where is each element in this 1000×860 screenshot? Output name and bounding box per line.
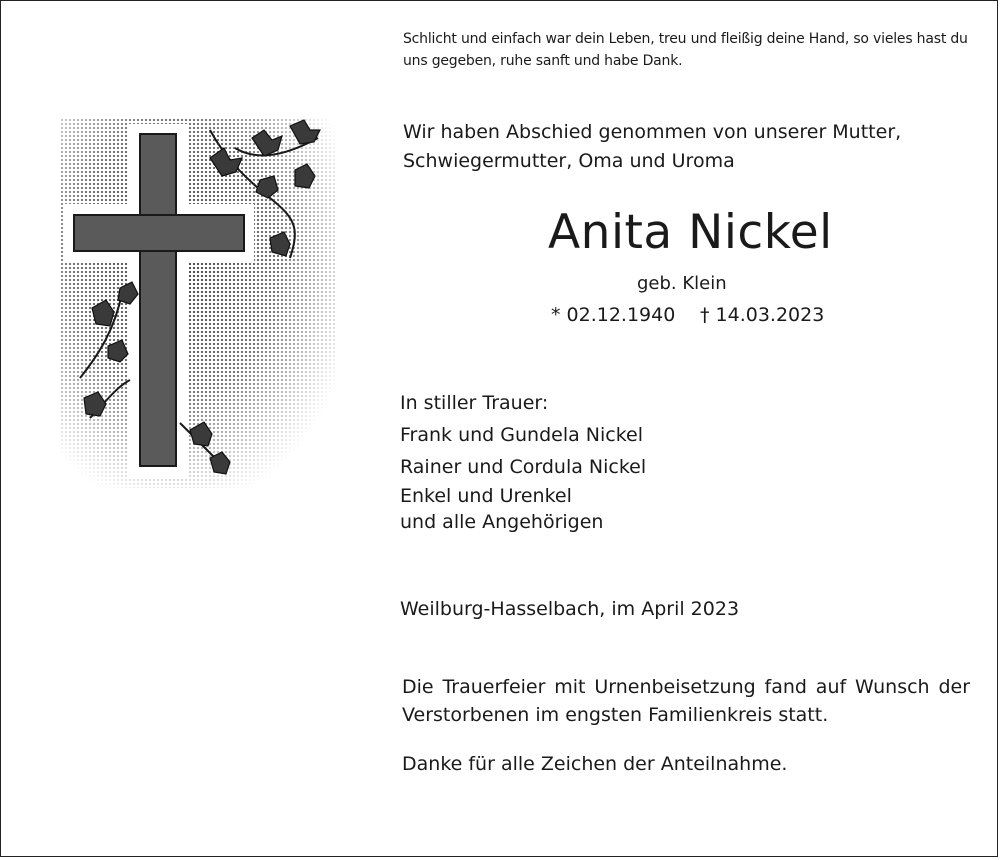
mourners-heading: In stiller Trauer: [400, 392, 549, 414]
cross-with-ivy-icon [60, 118, 335, 488]
intro-text: Wir haben Abschied genommen von unserer Mutter, Schwiegermutter, Oma und Uroma [403, 121, 902, 172]
mourner-entry: und alle Angehörigen [400, 511, 604, 533]
mourner-entry: Enkel und Urenkel [400, 485, 572, 507]
place-and-date: Weilburg-Hasselbach, im April 2023 [400, 598, 740, 620]
funeral-notice: Die Trauerfeier mit Urnenbeisetzung fand auf Wunsch der Verstorbenen im engsten Familienkreis statt. [402, 676, 970, 726]
motto-verse: Schlicht und einfach war dein Leben, treu und fleißig deine Hand, so vieles hast du uns gegeben, ruhe sanft und habe Dank. [403, 31, 968, 69]
mourner-entry: Frank und Gundela Nickel [400, 424, 644, 446]
mourners-block [400, 387, 800, 535]
birth-date: * 02.12.1940 [551, 304, 676, 326]
death-date: † 14.03.2023 [700, 304, 825, 326]
maiden-name: geb. Klein [637, 273, 727, 294]
deceased-name: Anita Nickel [548, 205, 833, 260]
mourner-entry: Rainer und Cordula Nickel [400, 456, 647, 478]
thanks-line: Danke für alle Zeichen der Anteilnahme. [402, 753, 788, 775]
